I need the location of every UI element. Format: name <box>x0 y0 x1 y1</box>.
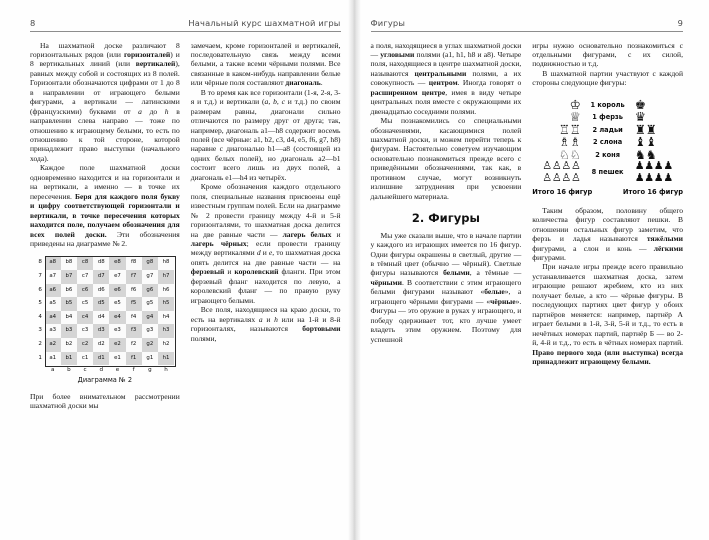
rank-label: 7 <box>38 273 42 280</box>
board-square: f6 <box>126 284 142 298</box>
pieces-row <box>532 124 683 137</box>
board-square: g4 <box>142 311 158 325</box>
board-outer <box>36 256 175 375</box>
board-square: f8 <box>126 256 142 270</box>
board-square: a7 <box>45 270 61 284</box>
paragraph: В то время как все горизонтали (1-я, 2-я, 3-я и т.д.) и вертикали (a, b, c и т.д.) по своим размерам равны, диагонали сильно отличаются по размеру друг от друга; так, например, диагональ a1—h8 содержит восемь полей (все чёрные: a1, b2, c3, d4, e5, f6, g7, h8) наравне с диагональю h1—a8 (состоящей из одних белых полей), но диагональ a2—b1 состоит всего лишь из двух полей, а диагональ e1—h4 из четырёх. <box>190 87 341 182</box>
pieces-row <box>532 136 683 149</box>
board-square: c8 <box>77 256 93 270</box>
file-label: b <box>67 367 71 374</box>
paragraph: замечаем, кроме горизонталей и вертикалей, последовательную связь между всеми белыми, а также всеми чёрными полями. Все связанные в каком-нибудь направлении белые или чёрные поля составляют диагональ. <box>190 40 341 88</box>
rank-label: 2 <box>38 341 42 348</box>
board-square: h7 <box>158 270 174 284</box>
left-page-running-title: Начальный курс шахматной игры <box>188 18 341 28</box>
white-piece-icon: ♙♙♙♙ ♙♙♙♙ <box>542 160 581 184</box>
board-square: d8 <box>93 256 109 270</box>
board-square: c4 <box>77 311 93 325</box>
board-corner-spacer <box>36 365 45 375</box>
total-black-pieces: Итого 16 фигур <box>622 188 683 197</box>
board-square: a1 <box>45 352 61 366</box>
white-piece-icon: ♗♗ <box>558 135 581 150</box>
piece-count-label: 2 ладьи <box>592 125 623 134</box>
black-piece-icon: ♞♞ <box>634 147 657 162</box>
black-piece-icon: ♜♜ <box>634 122 657 137</box>
left-page-running-head <box>30 18 341 32</box>
board-square: h4 <box>158 311 174 325</box>
board-square: f4 <box>126 311 142 325</box>
board-square: c6 <box>77 284 93 298</box>
board-square: a6 <box>45 284 61 298</box>
rank-label: 6 <box>38 286 42 293</box>
left-column-1 <box>30 41 180 538</box>
board-square: d3 <box>93 324 109 338</box>
piece-count-label: 1 ферзь <box>592 113 623 122</box>
file-label: c <box>83 367 87 374</box>
rank-label: 8 <box>38 259 42 266</box>
board-square: b7 <box>61 270 77 284</box>
total-white-pieces: Итого 16 фигур <box>532 188 593 197</box>
board-square: e4 <box>109 311 125 325</box>
coordinate-board-diagram <box>30 256 180 385</box>
file-label: h <box>164 367 168 374</box>
board-square: b4 <box>61 311 77 325</box>
paragraph: При начале игры прежде всего правильно устанавливается шахматная доска, затем играющие решают жребием, кто из них получает белые, а кто — чёрные фигуры. В последующих партиях цвет фигур у обоих партнёров меняется: например, партнёр А играет белыми в 1-й, 3-й, 5-й и т.д., то есть в нечётных номерах партий, партнёр Б — во 2-й, 4-й и т.д., то есть в чётных номерах партий. Право первого хода (или выступка) всегда принадлежит играющему белыми. <box>532 262 683 366</box>
board-grid <box>36 256 175 375</box>
board-square: g3 <box>142 324 158 338</box>
paragraph: Мы уже сказали выше, что в начале партии у каждого из играющих имеется по 16 фигур. Одни фигуры окрашены в светлый, другие — в тёмный цвет (обычно — чёрный). Светлые фигуры называются белыми, а тёмные — чёрными. В соответствии с этим играющего белыми фигурами называют «белые», а играющего чёрными фигурами — «чёрные». Фигуры — это оружие в руках у играющего, и победу одерживает тот, кто лучше умеет владеть этим оружием. Поэтому для успешной <box>370 230 522 344</box>
board-square: d6 <box>93 284 109 298</box>
board-square: f2 <box>126 338 142 352</box>
board-square: d2 <box>93 338 109 352</box>
pieces-row <box>532 99 683 112</box>
board-square: c2 <box>77 338 93 352</box>
board-square: a5 <box>45 297 61 311</box>
pieces-table <box>532 99 683 185</box>
white-piece-icon: ♔ <box>569 97 581 112</box>
board-square: e2 <box>109 338 125 352</box>
piece-count-label: 1 король <box>590 100 625 109</box>
black-piece-icon: ♟♟♟♟ ♟♟♟♟ <box>634 160 673 184</box>
board-square: a3 <box>45 324 61 338</box>
rank-label: 3 <box>38 327 42 334</box>
black-piece-icon: ♛ <box>634 110 646 125</box>
black-piece-icon: ♝♝ <box>634 135 657 150</box>
file-label: f <box>132 367 135 374</box>
board-square: f3 <box>126 324 142 338</box>
paragraph: Мы познакомились со специальными обозначениями, касающимися полей шахматной доски, и можем перейти теперь к фигурам. Настоятельно советуем изучающим основательно познакомиться прежде всего с приведёнными обозначениями, так как, в противном случае, могут возникнуть излишние затруднения при усвоении дальнейшего материала. <box>370 116 522 201</box>
board-square: c1 <box>77 352 93 366</box>
board-square: g2 <box>142 338 158 352</box>
board-square: e8 <box>109 256 125 270</box>
right-page-columns <box>371 41 684 538</box>
board-square: c5 <box>77 297 93 311</box>
white-piece-icon: ♘♘ <box>558 147 581 162</box>
board-square: h2 <box>158 338 174 352</box>
black-piece-icon: ♚ <box>634 97 646 112</box>
pieces-row <box>532 161 683 184</box>
rank-label: 1 <box>38 354 42 361</box>
paragraph: Таким образом, половину общего количества фигур составляют пешки. В отношении остальных фигур заметим, что ферзь и ладья называются тяжёлыми фигурами, а слон и конь — лёгкими фигурами. <box>532 205 683 262</box>
right-column-1 <box>371 41 522 538</box>
board-square: b8 <box>61 256 77 270</box>
board-square: a4 <box>45 311 61 325</box>
board-square: h3 <box>158 324 174 338</box>
right-page-folio: 9 <box>677 18 683 28</box>
paragraph: На шахматной доске различают 8 горизонтальных рядов (или горизонталей) и 8 вертикальных линий (или вертикалей), равных между собой и состоящих из 8 полей. Горизонтали обозначаются цифрами от 1 до 8 в направлении от играющего белыми фигурами, а вертикали — латинскими (французскими) буквами от a до h в направлении слева направо — тоже по отношению к играющему белыми, то есть по отношению к той стороне, которой принадлежит право выступки (начального хода). <box>30 40 180 163</box>
board-square: b2 <box>61 338 77 352</box>
board-square: b5 <box>61 297 77 311</box>
paragraph: В шахматной партии участвуют с каждой стороны следующие фигуры: <box>532 68 683 88</box>
left-page-columns <box>30 41 341 538</box>
board-square: h8 <box>158 256 174 270</box>
paragraph: Каждое поле шахматной доски одновременно находится и на горизонтали и на вертикали, а именно — в точке их пересечения. Беря для каждого поля букву и цифру соответствующей горизонтали и вертикали, в точке пересечения которых находится поле, получаем обозначения для всех полей доски. Эти обозначения приведены на диаграмме № 2. <box>30 163 180 249</box>
file-label: d <box>99 367 104 374</box>
right-page <box>355 0 709 540</box>
board-square: e1 <box>109 352 125 366</box>
left-page-folio: 8 <box>30 18 36 28</box>
paragraph: игры нужно основательно познакомиться с отдельными фигурами, с их силой, подвижностью и т.д. <box>532 40 683 69</box>
white-piece-icon: ♕ <box>569 110 581 125</box>
board-square: c3 <box>77 324 93 338</box>
diagram-caption: Диаграмма № 2 <box>77 376 133 385</box>
paragraph: а поля, находящиеся в углах шахматной доски — угловыми полями (a1, h1, h8 и a8). Четыре поля, находящиеся в центре шахматной доски, называются центральными полями, а их совокупность — центром. Иногда говорят о расширенном центре, имея в виду четыре центральных поля вместе с окружающими их двенадцатью соседними полями. <box>370 40 522 116</box>
board-square: d7 <box>93 270 109 284</box>
paragraph: Все поля, находящиеся на краю доски, то есть на вертикалях a и h или на 1-й и 8-й горизонталях, называются бортовыми полями, <box>190 305 341 343</box>
board-square: f1 <box>126 352 142 366</box>
left-column-2 <box>191 41 341 538</box>
board-square: b3 <box>61 324 77 338</box>
right-column-2 <box>532 41 683 538</box>
pieces-totals <box>532 188 683 197</box>
paragraph: При более внимательном рассмотрении шахматной доски мы <box>30 391 180 411</box>
pieces-row <box>532 111 683 124</box>
board-square: h1 <box>158 352 174 366</box>
board-square: g6 <box>142 284 158 298</box>
board-square: e3 <box>109 324 125 338</box>
piece-count-label: 2 коня <box>595 150 620 159</box>
paragraph: Кроме обозначения каждого отдельного поля, специальные названия присвоены ещё известным группам полей. Если на диаграмме № 2 провести границу между 4-й и 5-й горизонталями, то шахматная доска делится на две равные части — лагерь белых и лагерь чёрных; если провести границу между вертикалями d и e, то шахматная доска опять делится на две равные части — на ферзевый и королевский фланги. При этом ферзевый фланг находится по левую, а королевский фланг — по правую руку играющего белыми. <box>190 182 341 305</box>
board-square: a2 <box>45 338 61 352</box>
board-square: f7 <box>126 270 142 284</box>
right-page-running-head <box>371 18 684 32</box>
board-square: g7 <box>142 270 158 284</box>
board-square: e6 <box>109 284 125 298</box>
rank-label: 5 <box>38 300 42 307</box>
board-square: e7 <box>109 270 125 284</box>
board-square: h5 <box>158 297 174 311</box>
board-square: b6 <box>61 284 77 298</box>
right-page-running-title: Фигуры <box>370 18 406 28</box>
file-label: a <box>51 367 55 374</box>
board-square: g1 <box>142 352 158 366</box>
board-square: d5 <box>93 297 109 311</box>
file-label: e <box>115 367 120 374</box>
white-piece-icon: ♖♖ <box>558 122 581 137</box>
rank-label: 4 <box>38 313 42 320</box>
board-square: f5 <box>126 297 142 311</box>
board-square: c7 <box>77 270 93 284</box>
board-square: a8 <box>45 256 61 270</box>
board-square: e5 <box>109 297 125 311</box>
piece-count-label: 8 пешек <box>591 168 624 177</box>
section-heading: 2. Фигуры <box>411 211 480 226</box>
board-square: b1 <box>61 352 77 366</box>
board-square: d1 <box>93 352 109 366</box>
board-square: d4 <box>93 311 109 325</box>
board-square: h6 <box>158 284 174 298</box>
board-square: g5 <box>142 297 158 311</box>
pieces-inventory <box>532 99 683 198</box>
file-label: g <box>148 367 152 374</box>
board-square: g8 <box>142 256 158 270</box>
piece-count-label: 2 слона <box>593 138 623 147</box>
